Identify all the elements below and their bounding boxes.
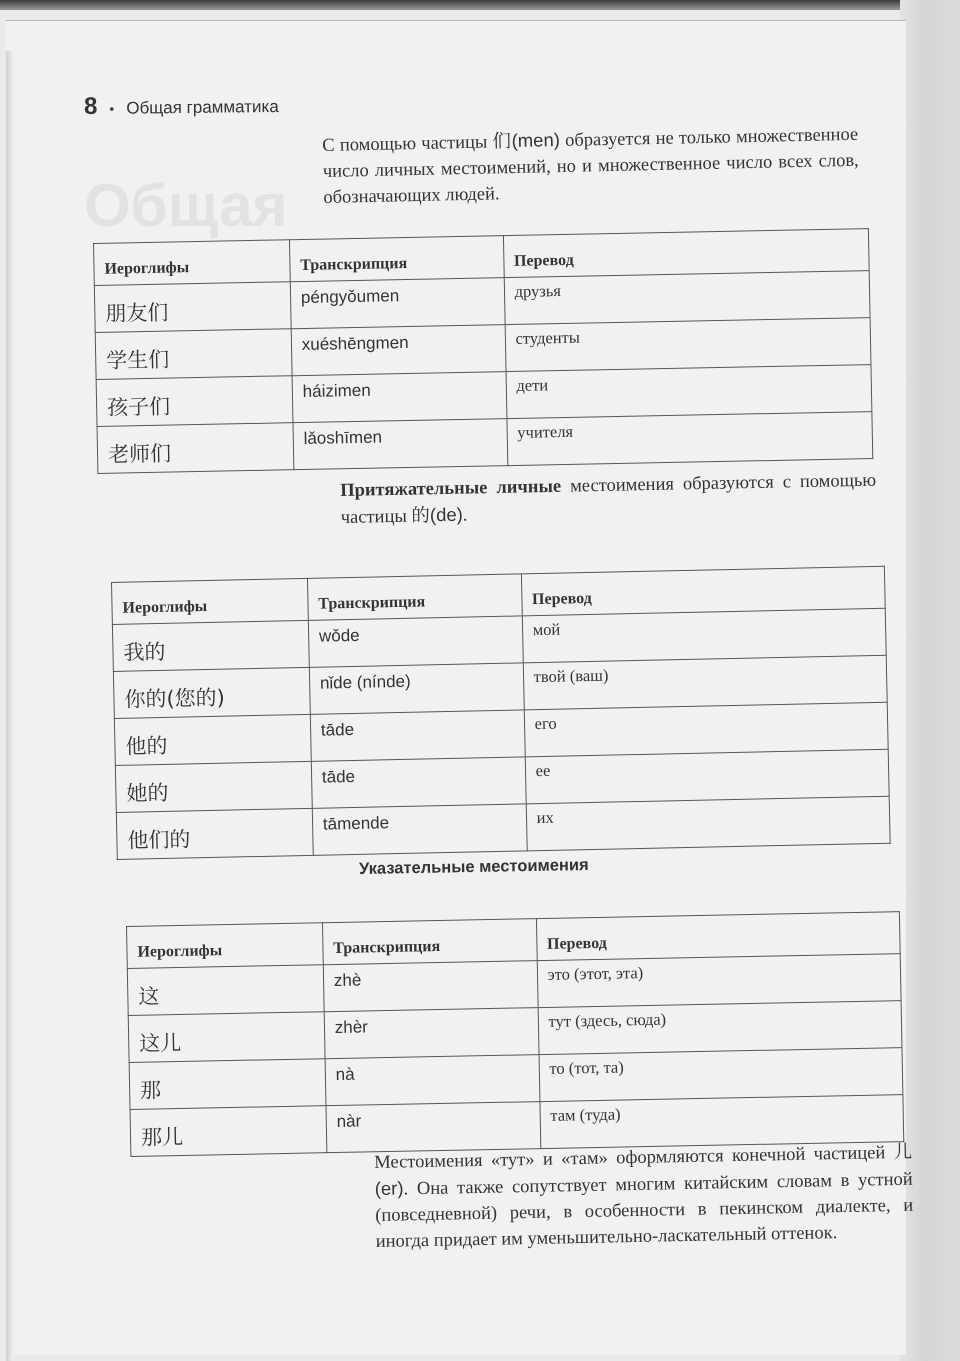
translation-cell: дети — [506, 365, 872, 419]
hanzi-cell: 你的(您的) — [113, 667, 310, 718]
particle-men-pinyin: (men) — [511, 129, 561, 152]
pinyin-cell: nàr — [326, 1102, 541, 1153]
demonstrative-table — [126, 911, 904, 1157]
section-title: Общая грамматика — [126, 96, 279, 118]
hanzi-cell: 她的 — [115, 761, 312, 812]
running-head — [84, 91, 279, 121]
pinyin-cell: péngyǒumen — [290, 278, 505, 329]
intro-text-after: образуется не только множественное число личных местоимений, но и множественное число всех слов, обозначающих людей. — [322, 124, 859, 208]
pinyin-cell: zhè — [323, 961, 538, 1012]
translation-cell: твой (ваш) — [523, 655, 887, 710]
show-through-text: Общая — [84, 172, 288, 239]
translation-cell: друзья — [504, 271, 870, 325]
hanzi-cell: 这儿 — [128, 1012, 325, 1063]
header-transcription: Транскрипция — [322, 919, 537, 965]
header-transcription: Транскрипция — [307, 574, 522, 620]
closing-text-after: . Она также сопутствует многим китайским словам в устной (повседневной) речи, в особенности в пекинском диалекте, и иногда придает им уменьшительно-ласкательный оттенок. — [375, 1169, 914, 1252]
header-translation: Перевод — [521, 566, 885, 616]
possessive-bold-term: Притяжательные личные — [340, 476, 562, 501]
intro-text-before: С помощью частицы — [322, 132, 493, 156]
translation-cell: там (туда) — [540, 1095, 904, 1149]
header-hanzi: Иероглифы — [127, 923, 324, 969]
pinyin-cell: tāde — [311, 757, 526, 808]
bullet-icon: • — [109, 100, 115, 117]
closing-text-before: Местоимения «тут» и «там» оформляются конечной частицей — [374, 1143, 894, 1173]
particle-er-hanzi: 儿 — [893, 1141, 913, 1164]
header-translation: Перевод — [536, 912, 900, 961]
header-translation: Перевод — [503, 229, 869, 278]
translation-cell: студенты — [505, 318, 871, 372]
particle-er-pinyin: (er) — [374, 1177, 404, 1199]
hanzi-cell: 老师们 — [97, 423, 294, 474]
hanzi-cell: 他的 — [114, 714, 311, 765]
pinyin-cell: zhèr — [324, 1008, 539, 1059]
pinyin-cell: háizimen — [292, 372, 507, 423]
possessive-text-after: . — [462, 505, 468, 526]
pinyin-cell: tāmende — [312, 804, 527, 855]
closing-paragraph — [374, 1140, 914, 1255]
pinyin-cell: xuéshēngmen — [291, 325, 506, 376]
hanzi-cell: 孩子们 — [96, 376, 293, 427]
possessive-table — [111, 566, 891, 860]
page-number: 8 — [83, 92, 98, 121]
demonstrative-heading: Указательные местоимения — [358, 855, 589, 879]
possessive-text-before: местоимения образуются с помощью частицы — [340, 470, 877, 528]
pinyin-cell: nǐde (nínde) — [309, 663, 524, 714]
hanzi-cell: 这 — [127, 965, 324, 1016]
pinyin-cell: nà — [325, 1055, 540, 1106]
translation-cell: их — [526, 796, 890, 851]
translation-cell: учителя — [507, 412, 873, 466]
hanzi-cell: 我的 — [112, 620, 309, 671]
pinyin-cell: wǒde — [308, 616, 523, 667]
plural-table — [93, 228, 873, 474]
hanzi-cell: 他们的 — [116, 808, 313, 859]
translation-cell: мой — [522, 608, 886, 663]
particle-de-pinyin: (de) — [429, 503, 464, 526]
header-hanzi: Иероглифы — [112, 578, 309, 624]
hanzi-cell: 学生们 — [95, 329, 292, 380]
hanzi-cell: 那 — [129, 1059, 326, 1110]
particle-de-hanzi: 的 — [411, 505, 431, 527]
header-transcription: Транскрипция — [289, 236, 504, 282]
translation-cell: тут (здесь, сюда) — [538, 1001, 902, 1055]
pinyin-cell: tāde — [310, 710, 525, 761]
page-edge-left — [6, 51, 14, 1361]
hanzi-cell: 朋友们 — [94, 282, 291, 333]
translation-cell: его — [524, 702, 888, 757]
header-hanzi: Иероглифы — [94, 240, 291, 286]
translation-cell: ее — [525, 749, 889, 804]
particle-men-hanzi: 们 — [492, 131, 512, 153]
translation-cell: то (тот, та) — [539, 1048, 903, 1102]
possessive-paragraph — [340, 468, 877, 531]
intro-paragraph — [322, 121, 860, 211]
hanzi-cell: 那儿 — [130, 1106, 327, 1157]
translation-cell: это (этот, эта) — [537, 954, 901, 1008]
scan-top-shadow — [0, 0, 960, 10]
pinyin-cell: lǎoshīmen — [293, 419, 508, 470]
